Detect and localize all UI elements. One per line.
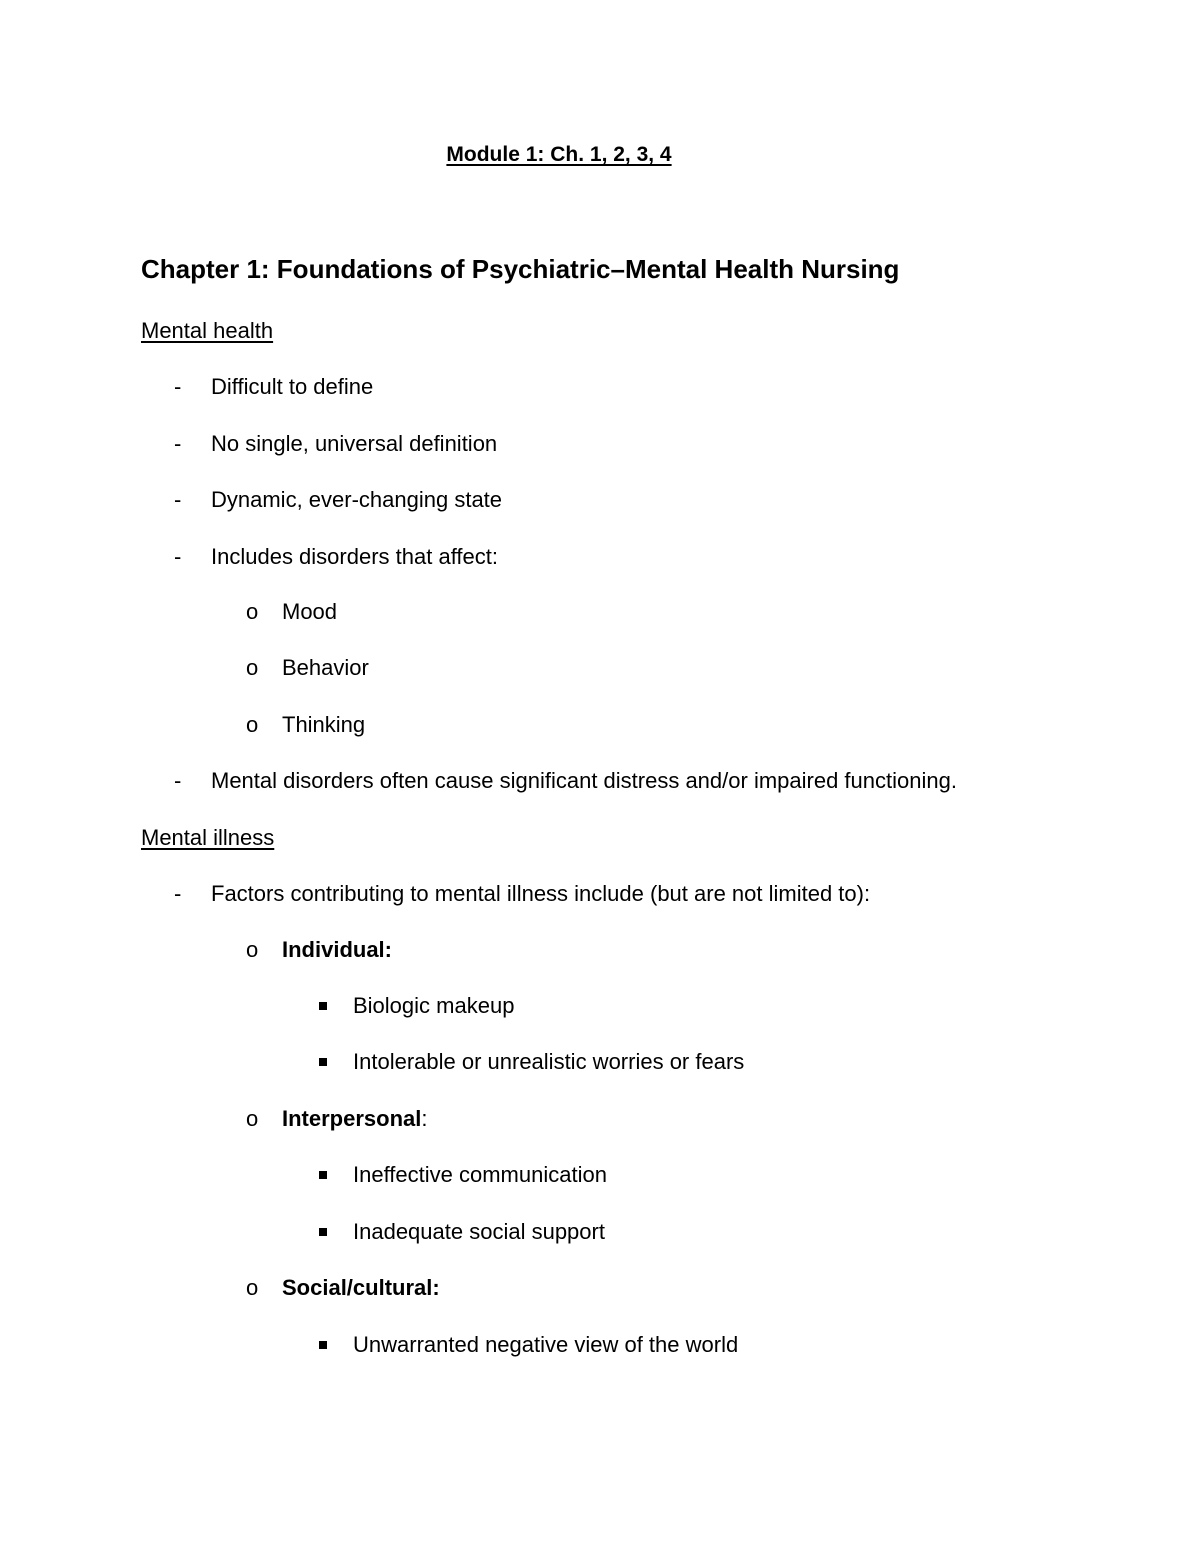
group-label-suffix: :	[421, 1106, 428, 1131]
list-item-text: Thinking	[282, 712, 366, 737]
square-bullet-icon	[319, 1171, 327, 1179]
dash-bullet: -	[174, 881, 182, 906]
circle-bullet: o	[246, 712, 259, 737]
list-item-text: Mental disorders often cause significant distress and/or impaired functioning.	[211, 768, 957, 793]
list-item-text: Dynamic, ever-changing state	[211, 487, 503, 512]
list-item-text: Intolerable or unrealistic worries or fears	[353, 1049, 745, 1074]
list-item-text: No single, universal definition	[211, 431, 498, 456]
section-heading-mental-illness: Mental illness	[141, 825, 275, 850]
list-item-text: Mood	[282, 599, 338, 624]
dash-bullet: -	[174, 431, 182, 456]
dash-bullet: -	[174, 768, 182, 793]
list-item-text: Inadequate social support	[353, 1219, 605, 1244]
group-label-social-cultural: Social/cultural:	[282, 1275, 440, 1300]
dash-bullet: -	[174, 544, 182, 569]
list-item-text: Ineffective communication	[353, 1162, 607, 1187]
list-item-text: Biologic makeup	[353, 993, 515, 1018]
group-label-wrapper	[282, 1108, 428, 1130]
group-label-individual: Individual:	[282, 937, 392, 962]
list-item-text: Factors contributing to mental illness include (but are not limited to):	[211, 881, 871, 906]
dash-bullet: -	[174, 487, 182, 512]
square-bullet-icon	[319, 1002, 327, 1010]
square-bullet-icon	[319, 1058, 327, 1066]
circle-bullet: o	[246, 1106, 259, 1131]
square-bullet-icon	[319, 1341, 327, 1349]
list-item-text: Unwarranted negative view of the world	[353, 1332, 739, 1357]
list-item-text: Behavior	[282, 655, 369, 680]
dash-bullet: -	[174, 374, 182, 399]
group-label-interpersonal: Interpersonal	[282, 1106, 422, 1131]
circle-bullet: o	[246, 599, 259, 624]
square-bullet-icon	[319, 1228, 327, 1236]
list-item-text: Difficult to define	[211, 374, 374, 399]
list-item-text: Includes disorders that affect:	[211, 544, 498, 569]
circle-bullet: o	[246, 655, 259, 680]
section-heading-mental-health: Mental health	[141, 318, 274, 343]
chapter-title: Chapter 1: Foundations of Psychiatric–Mental Health Nursing	[141, 254, 900, 284]
circle-bullet: o	[246, 1275, 259, 1300]
circle-bullet: o	[246, 937, 259, 962]
module-title: Module 1: Ch. 1, 2, 3, 4	[446, 143, 672, 166]
